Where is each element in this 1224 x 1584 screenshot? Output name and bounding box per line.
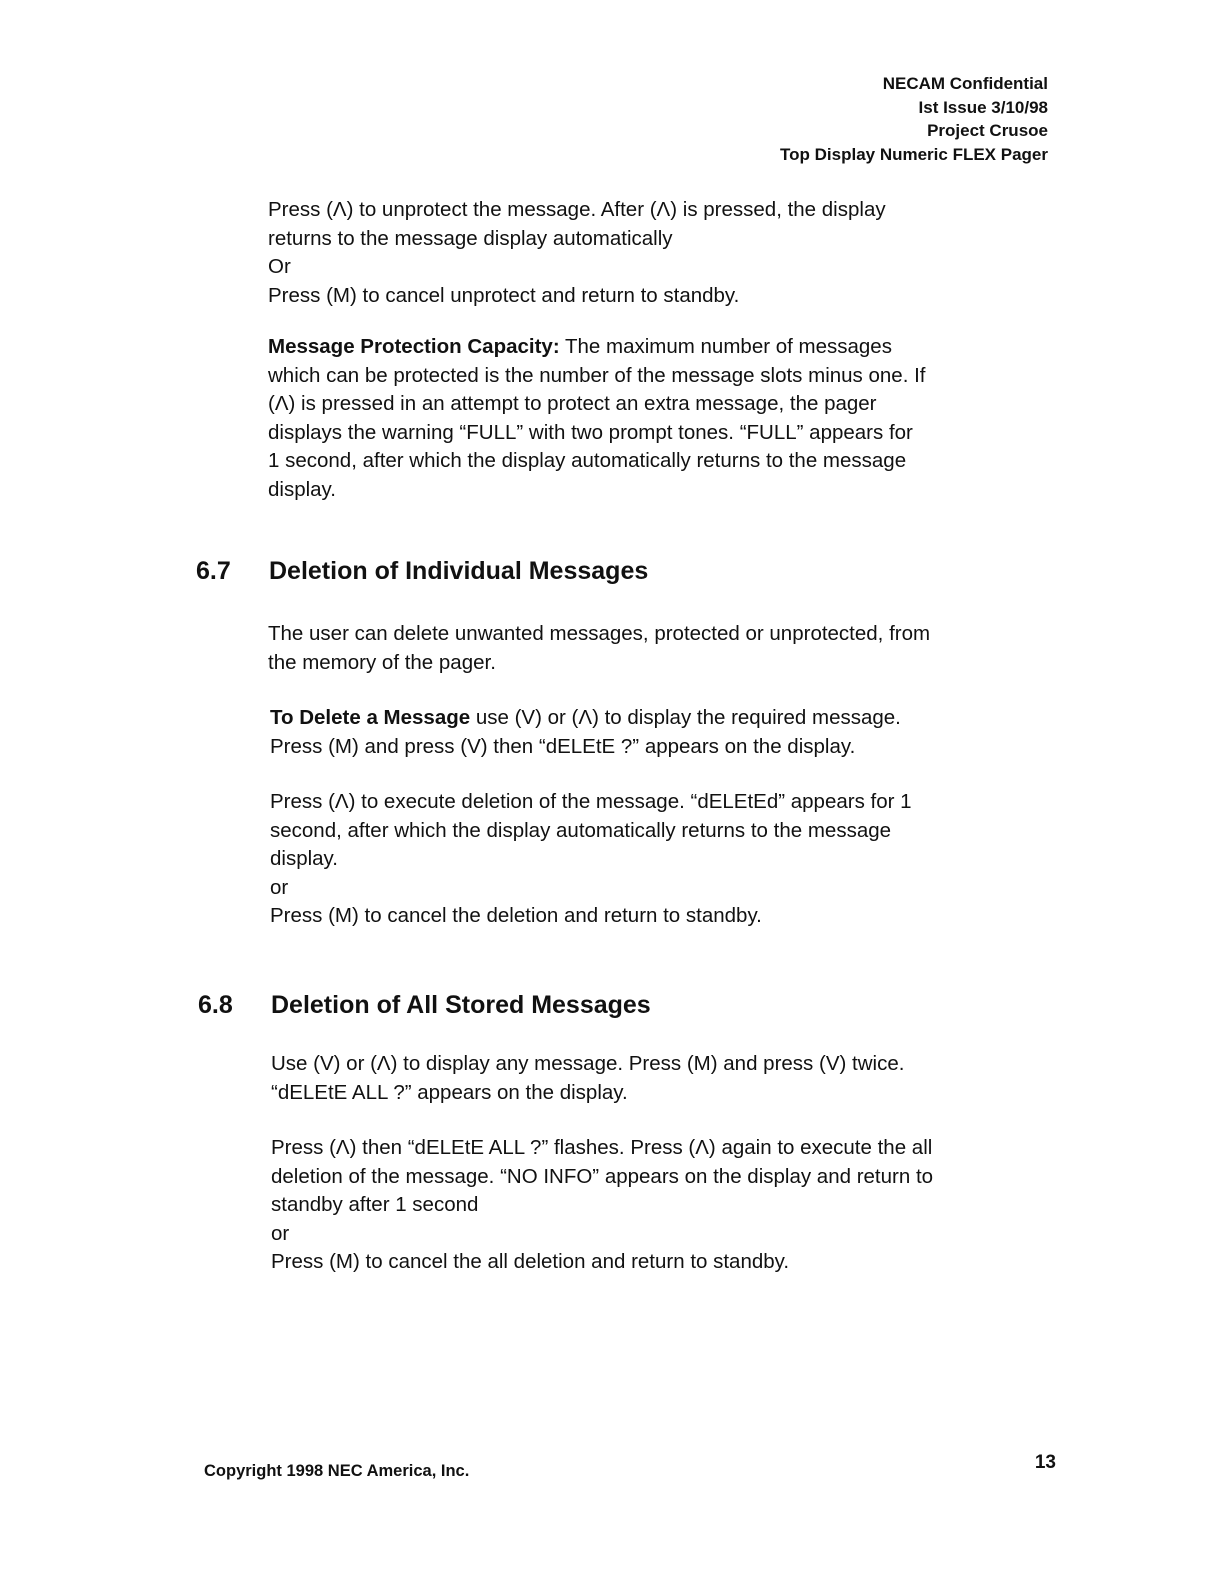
unprotect-instructions — [268, 196, 886, 310]
text-line: “dELEtE ALL ?” appears on the display. — [271, 1080, 628, 1104]
or-text: or — [270, 875, 289, 899]
section-heading-6-8 — [198, 991, 651, 1020]
document-title: Top Display Numeric FLEX Pager — [780, 144, 1048, 164]
or-text: Or — [268, 255, 291, 278]
to-delete-label: To Delete a Message — [270, 706, 471, 729]
text-line: Press (Λ) then “dELEtE ALL ?” flashes. Press (Λ) again to execute the all — [271, 1136, 933, 1159]
text-line: (Λ) is pressed in an attempt to protect an extra message, the pager — [268, 392, 877, 415]
execute-all-deletion-paragraph — [271, 1134, 933, 1277]
text-line: The user can delete unwanted messages, protected or unprotected, from — [268, 622, 931, 645]
text-line: Press (M) to cancel unprotect and return to standby. — [268, 283, 740, 307]
project-name: Project Crusoe — [927, 121, 1048, 140]
text-line: Press (Λ) to unprotect the message. After (Λ) is pressed, the display — [268, 198, 886, 221]
text-line: returns to the message display automatically — [268, 226, 673, 250]
section-number: 6.7 — [196, 557, 231, 585]
issue-date: Ist Issue 3/10/98 — [918, 97, 1048, 117]
text-line: Press (M) to cancel the deletion and return to standby. — [270, 904, 762, 927]
capacity-label: Message Protection Capacity: — [268, 335, 560, 358]
text-line: the memory of the pager. — [268, 650, 496, 674]
text-line: Press (M) and press (V) then “dELEtE ?” appears on the display. — [270, 734, 856, 758]
text-line: Press (Λ) to execute deletion of the message. “dELEtEd” appears for 1 — [270, 790, 912, 813]
section-title: Deletion of Individual Messages — [269, 557, 649, 585]
execute-deletion-paragraph — [270, 788, 912, 931]
text-line: second, after which the display automatically returns to the message — [270, 818, 892, 842]
section-title: Deletion of All Stored Messages — [271, 991, 651, 1019]
text-line: standby after 1 second — [271, 1193, 479, 1216]
text-line: display. — [270, 847, 338, 870]
section-heading-6-7 — [196, 557, 648, 586]
text-line: Use (V) or (Λ) to display any message. Press (M) and press (V) twice. — [271, 1052, 905, 1075]
text-line: displays the warning “FULL” with two prompt tones. “FULL” appears for — [268, 420, 913, 444]
confidential-label: NECAM Confidential — [882, 74, 1048, 93]
text-line: deletion of the message. “NO INFO” appears on the display and return to — [271, 1164, 934, 1188]
or-text: or — [271, 1221, 290, 1245]
text-line: display. — [268, 477, 336, 501]
text-line: which can be protected is the number of the message slots minus one. If — [268, 363, 926, 387]
text-line: 1 second, after which the display automatically returns to the message — [268, 449, 907, 472]
to-delete-paragraph — [270, 704, 901, 761]
text-line: Press (M) to cancel the all deletion and return to standby. — [271, 1250, 790, 1273]
text-line: The maximum number of messages — [559, 335, 892, 358]
document-header — [780, 72, 1048, 166]
protection-capacity-paragraph — [268, 333, 926, 504]
page-number: 13 — [1034, 1452, 1056, 1473]
section-number: 6.8 — [198, 991, 233, 1019]
copyright-notice: Copyright 1998 NEC America, Inc. — [204, 1462, 470, 1480]
section-6-8-intro — [271, 1050, 904, 1107]
text-line: use (V) or (Λ) to display the required message. — [470, 706, 901, 729]
section-6-7-intro — [268, 620, 930, 677]
